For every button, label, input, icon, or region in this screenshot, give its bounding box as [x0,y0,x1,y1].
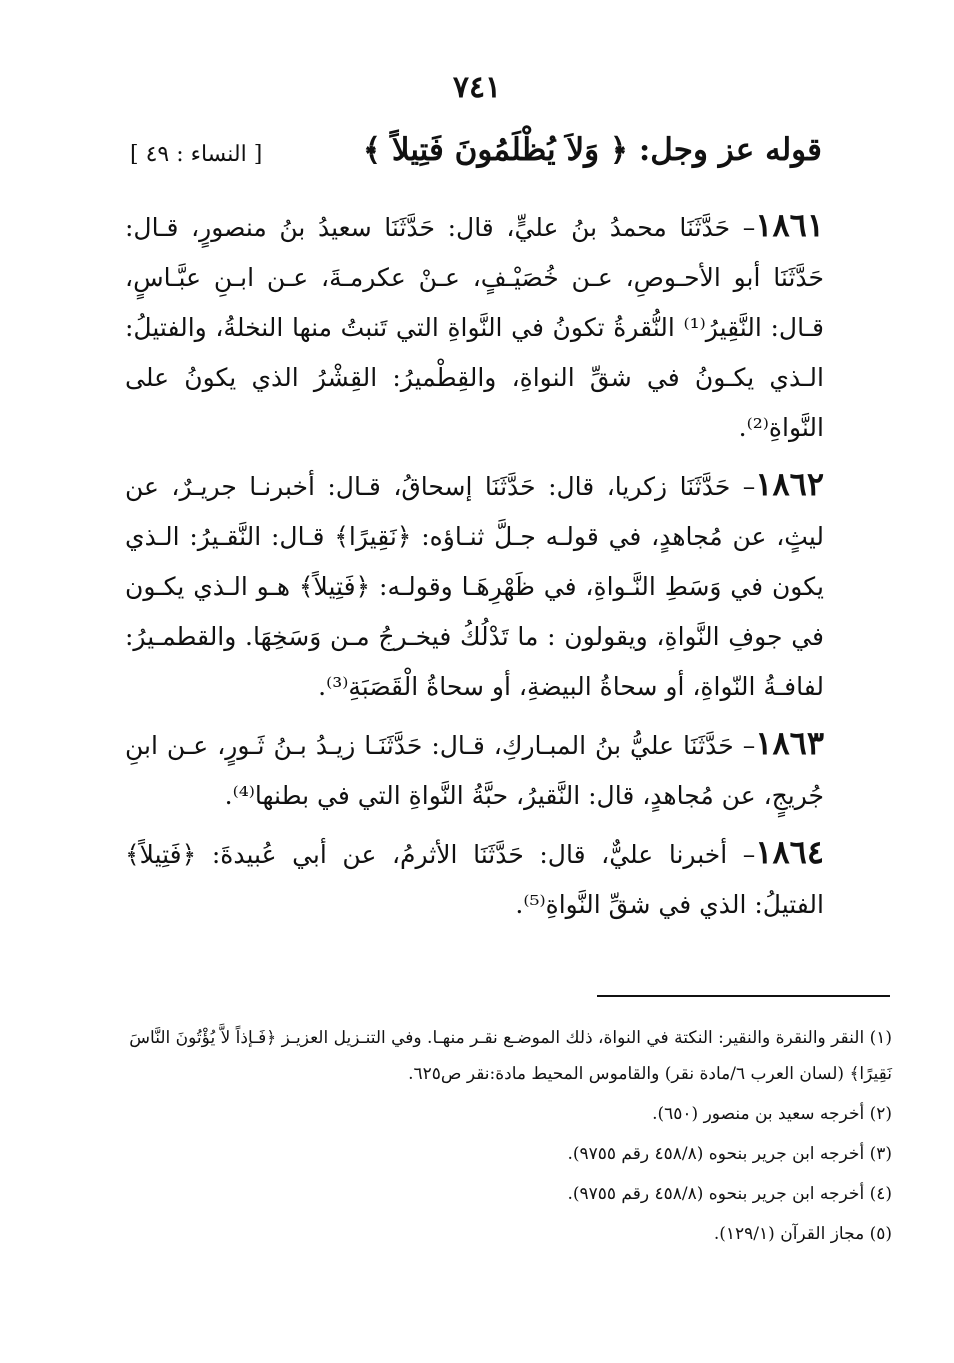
hadith-text: – حَدَّثَنَا عليُّ بنُ المبـاركِ، قـال: حَدَّثَنَـا زيـدُ بـنُ ثَـورٍ، عـن ابنِ جُريجٍ، عن مُجاهدٍ، قال: النَّقيرُ، حبَّةُ النَّواةِ التي في بطنها⁽⁴⁾. [125,731,824,810]
hadith-text: – حَدَّثَنَا محمدُ بنُ عليٍّ، قال: حَدَّثَنَا سعيدُ بنُ منصورٍ، قـال: حَدَّثَنَا أبو الأحـوصِ، عـن خُصَيْـفٍ، عـنْ عكرمـةَ، عـن ابـنِ عبَّـاسٍ، قـال: النَّقِيرُ⁽¹⁾ النُّقرةُ تكونُ في النَّواةِ التي تَنبتُ منها النخلةُ، والفتيلُ: الـذي يكـونُ في شقِّ النواةِ، والقِطْميرُ: القِشْرُ الذي يكونُ على النَّواةِ⁽²⁾. [125,213,824,442]
hadith-number: ١٨٦٣ [755,724,824,762]
hadith-number: ١٨٦٤ [755,833,824,871]
heading-quote: ﴿ وَلاَ يُظْلَمُونَ فَتِيلاً ﴾ [362,132,629,168]
hadith-entry [125,718,824,821]
footnote-divider [597,995,890,997]
footnote: (٥) مجاز القرآن (١٢٩/١). [713,1224,892,1244]
section-heading-row [130,132,822,192]
hadith-text: – حَدَّثَنَا زكريا، قال: حَدَّثَنَا إسحاقُ، قـال: أخبرنـا جريـرٌ، عن ليثٍ، عن مُجاهدٍ، في قولـه جـلَّ ثنـاؤه: ﴿نَقِيرًا﴾ قـال: النَّقـيرُ: الـذي يكون في وَسَطِ النَّـواةِ، في ظَهْرِهَـا وقولـه: ﴿فَتِيلاً﴾ هـو الـذي يكـون في جوفِ النَّواةِ، ويقولون : ما تَدْلُكُ فيخـرجُ مـن وَسَخِهَا. والقطمـيرُ: لفافـةُ النّواةِ، أو سحاةُ البيضةِ، أو سحاةُ الْقَصَبَةِ⁽³⁾. [125,472,824,701]
hadith-entry [125,459,824,712]
verse-reference: [ النساء : ٤٩ ] [130,142,263,167]
heading-lead: قوله عز وجل: [628,132,822,168]
footnotes [125,1020,892,1256]
section-heading [363,132,822,168]
footnote: (٢) أخرجه سعيد بن منصور (٦٥٠). [652,1104,892,1124]
hadith-number: ١٨٦١ [755,206,824,244]
hadith-entry [125,827,824,930]
footnote: (٣) أخرجه ابن جرير بنحوه (٤٥٨/٨ رقم ٩٧٥٥). [567,1144,892,1164]
page-number: ٧٤١ [452,70,502,105]
footnote: (٤) أخرجه ابن جرير بنحوه (٤٥٨/٨ رقم ٩٧٥٥). [567,1184,892,1204]
footnote: (١) النقر والنقرة والنقير: النكتة في النواة، ذلك الموضـع نقـر منهـا. وفي التنـزيل العزيـز ﴿فَـإذاً لاَّ يُؤْتُونَ النَّاسَ نَقِيرًا﴾ (لسان العرب ٦/مادة نقر) والقاموس المحيط مادة:نقر ص٦٢٥. [129,1028,892,1084]
hadith-entry [125,200,824,453]
hadith-text: – أخبرنا عليٌّ، قال: حَدَّثَنَا الأثرمُ، عن أبي عُبيدةَ: ﴿فَتِيلاً﴾ الفتيلُ: الذي في شقِّ النَّواةِ⁽⁵⁾. [125,840,824,919]
hadith-number: ١٨٦٢ [755,465,824,503]
hadith-entries [125,200,824,936]
